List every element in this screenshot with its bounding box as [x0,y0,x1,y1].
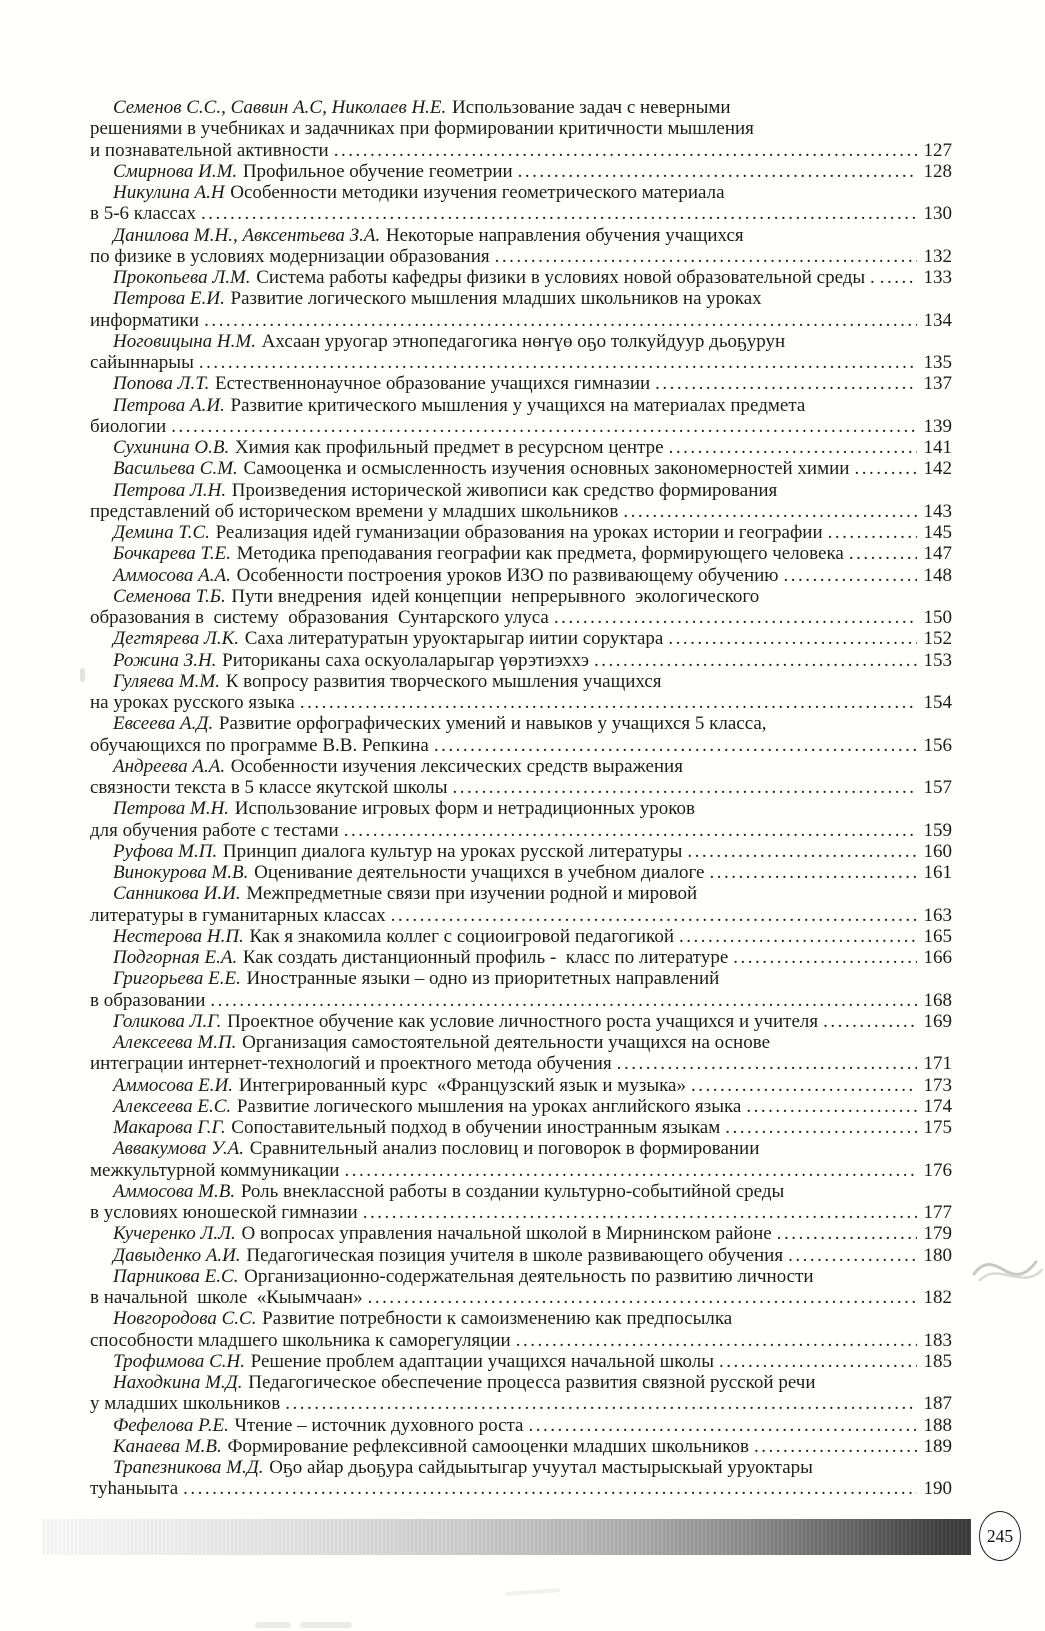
toc-entry-title-text: связности текста в 5 классе якутской школы [90,777,448,798]
toc-entry-author: Находкина М.Д. [113,1372,243,1393]
toc-entry-continuation [90,692,952,713]
toc-entry-author: Канаева М.В. [113,1435,222,1457]
toc-entry-title-text: Решение проблем адаптации учащихся начальной школы [250,1350,715,1372]
toc-entry-author: Петрова Л.Н. [113,479,227,501]
toc-entry [90,947,952,968]
toc-entry [90,1075,952,1096]
dot-leader [880,267,917,288]
toc-entry-title-text: обучающихся по программе В.В. Репкина [90,734,429,756]
toc-entry-title-text: у младших школьников [90,1393,281,1415]
toc-entry-title-text: в начальной школе «Кыымчаан» [90,1287,363,1308]
toc-entry-author: Алексеева Е.С. [113,1095,232,1117]
toc-entry-title-text: в образовании [90,989,206,1011]
toc-entry-title-text: информатики [90,309,200,331]
toc-entry-title-text: Принцип диалога культур на уроках русской литературы [222,840,683,862]
toc-entry [90,437,952,458]
toc-entry-page-number: 137 [923,373,952,395]
toc-entry-page-number: 147 [923,543,952,565]
dot-leader [516,1330,917,1351]
toc-entry-title-text: Ахсаан уруогар этнопедагогика нөҥүө оҕо толкуйдуур дьоҕурун [261,330,786,352]
toc-entry-title-text: в условиях юношеской гимназии [90,1202,358,1223]
toc-entry-title-text: способности младшего школьника к саморегуляции [90,1329,511,1351]
toc-entry-continuation [90,246,952,267]
toc-entry-page-number: 153 [923,649,952,671]
dot-leader [368,1287,917,1308]
toc-entry-title-text: Развитие потребности к самоизменению как предпосылка [262,1308,733,1330]
toc-entry-page-number: 189 [923,1435,952,1457]
toc-entry-title-text: литературы в гуманитарных классах [90,904,386,926]
toc-entry-title-text: Межпредметные связи при изучении родной и мировой [246,883,698,905]
toc-entry-page-number: 130 [923,203,952,225]
toc-entry-title-text: Использование игровых форм и нетрадиционных уроков [234,798,696,820]
toc-entry-page-number: 145 [923,522,952,543]
toc-entry-continuation [90,1478,952,1499]
toc-entry [90,1032,952,1053]
toc-entry [90,161,952,182]
toc-entry-continuation [90,1202,952,1223]
footer-gradient-bar [41,1519,971,1555]
toc-entry [90,565,952,586]
toc-entry-title-text: Чтение – источник духовного роста [234,1414,524,1436]
dot-leader [210,990,917,1011]
toc-entry-page-number: 190 [923,1478,952,1500]
dot-leader [784,565,917,586]
toc-entry-continuation [90,203,952,224]
dot-leader [391,905,917,926]
toc-entry-author: Винокурова М.В. [113,862,249,883]
toc-entry-author: Санникова И.И. [113,883,241,905]
toc-entry [90,862,952,883]
toc-entry-author: Аввакумова У.А. [113,1138,245,1160]
dot-leader [854,458,917,479]
toc-entry-page-number: 154 [923,692,952,713]
toc-entry-author: Аммосова Е.И. [113,1074,234,1096]
toc-entry-page-number: 150 [923,607,952,628]
dot-leader [344,820,917,841]
toc-entry-title-text: Система работы кафедры физики в условиях новой образовательной среды . [256,267,875,288]
toc-entry-continuation [90,990,952,1011]
dot-leader [452,777,917,798]
toc-entry-title-text: Естественнонаучное образование учащихся гимназии [215,373,651,395]
dot-leader [725,1117,917,1138]
toc-entry-page-number: 166 [923,947,952,968]
toc-entry-page-number: 169 [923,1010,952,1032]
dot-leader [183,1478,917,1499]
toc-entry-author: Васильева С.М. [113,458,238,480]
toc-entry-page-number: 165 [923,925,952,947]
dot-leader [363,1202,917,1223]
scan-smudge [505,1588,560,1596]
toc-entry-continuation [90,310,952,331]
dot-leader [171,416,917,437]
toc-entry [90,331,952,352]
dot-leader [669,437,917,458]
toc-entry-page-number: 185 [923,1350,952,1372]
toc-entry-page-number: 168 [923,989,952,1011]
dot-leader [594,650,917,671]
toc-entry-title-text: Педагогическое обеспечение процесса развития связной русской речи [248,1372,816,1393]
toc-entry-page-number: 183 [923,1329,952,1351]
toc-entry-title-text: биологии [90,415,167,437]
dot-leader [687,841,917,862]
toc-entry [90,1117,952,1138]
dot-leader [733,947,917,968]
toc-entry [90,1436,952,1457]
toc-entry-title-text: сайыннарыы [90,352,194,373]
toc-entry-title-text: Развитие критического мышления у учащихся на материалах предмета [230,394,806,416]
toc-entry [90,288,952,309]
toc-entry-author: Алексеева М.П. [113,1032,237,1053]
dot-leader [691,1075,917,1096]
toc-entry-title-text: Сопоставительный подход в обучении иностранным языкам [231,1117,721,1138]
toc-entry-title-text: представлений об историческом времени у младших школьников [90,500,619,522]
toc-entry-author: Аммосова М.В. [113,1180,236,1202]
toc-entry [90,1181,952,1202]
toc-entry-author: Смирнова И.М. [113,160,238,182]
toc-entry-continuation [90,352,952,373]
dot-leader [746,1096,917,1117]
toc-entry-title-text: Профильное обучение геометрии [242,160,513,182]
toc-entry-author: Андреева А.А. [113,755,226,777]
toc-entry-title-text: Особенности методики изучения геометрического материала [230,182,725,203]
toc-entry-page-number: 173 [923,1074,952,1096]
toc-entry [90,1011,952,1032]
toc-entry-title-text: Формирование рефлексивной самооценки младших школьников [227,1435,749,1457]
toc-entry [90,1266,952,1287]
toc-entry-title-text: Саха литературатын уруоктарыгар иитии соруктара [244,628,664,650]
toc-entry-page-number: 159 [923,819,952,841]
toc-entry-title-text: решениями в учебниках и задачниках при формировании критичности мышления [90,118,754,140]
toc-entry-title-text: Особенности изучения лексических средств выражения [230,755,683,777]
toc-entry [90,97,952,118]
toc-entry [90,1245,952,1266]
toc-entry-author: Григорьева Е.Е. [113,968,241,990]
dot-leader [788,1245,917,1266]
toc-entry-page-number: 163 [923,904,952,926]
toc-entry-author: Ноговицына Н.М. [113,330,256,352]
toc-entry-title-text: Организация самостоятельной деятельности учащихся на основе [242,1032,770,1053]
toc-entry-author: Дегтярева Л.К. [113,628,240,650]
dot-leader [754,1436,917,1457]
dot-leader [300,692,917,713]
toc-entry [90,1351,952,1372]
dot-leader [518,161,917,182]
toc-entry-page-number: 128 [923,160,952,182]
toc-entry-title-text: Как я знакомила коллег с социоигровой педагогикой [249,925,674,947]
toc-entry [90,395,952,416]
dot-leader [199,352,917,373]
toc-entry-page-number: 160 [923,840,952,862]
toc-entry-title-text: Произведения исторической живописи как средство формирования [231,479,778,501]
dot-leader [828,522,917,543]
toc-entry-author: Руфова М.П. [113,840,218,862]
toc-entry-title-text: Развитие логического мышления на уроках английского языка [236,1095,742,1117]
toc-entry-author: Трофимова С.Н. [113,1350,245,1372]
toc-entry-title-text: Педагогическая позиция учителя в школе развивающего обучения [246,1244,784,1266]
toc-entry-author: Новгородова С.С. [113,1308,257,1330]
toc-entry-page-number: 139 [923,415,952,437]
toc-entry-continuation [90,416,952,437]
toc-entry-continuation [90,777,952,798]
toc-entry-author: Семенов С.С., Саввин А.С, Николаев Н.Е. [113,97,447,118]
dot-leader [434,735,917,756]
toc-entry-continuation [90,1287,952,1308]
toc-entry [90,543,952,564]
dot-leader [334,140,917,161]
toc-entry [90,650,952,671]
toc-entry-continuation [90,1160,952,1181]
dot-leader [623,501,917,522]
toc-entry-page-number: 143 [923,500,952,522]
dot-leader [679,926,917,947]
toc-entry-author: Трапезникова М.Д. [113,1457,264,1478]
toc-entry-author: Евсеева А.Д. [113,713,214,735]
toc-entry [90,1457,952,1478]
toc-entry-page-number: 176 [923,1159,952,1181]
toc-entry [90,798,952,819]
toc-entry [90,182,952,203]
toc-entry-title-text: для обучения работе с тестами [90,819,339,841]
toc-entry-title-text: Некоторые направления обучения учащихся [385,224,744,246]
scan-smudge [300,1622,352,1628]
toc-entry-author: Петрова А.И. [113,394,225,416]
toc-entry-author: Никулина А.Н [113,182,225,203]
toc-entry-author: Сухинина О.В. [113,437,230,458]
toc-entry-page-number: 134 [923,309,952,331]
toc-entry-continuation [90,1393,952,1414]
toc-entry-title-text: Развитие орфографических умений и навыков у учащихся 5 класса, [218,713,767,735]
toc-entry-title-text: Иностранные языки – одно из приоритетных направлений [246,968,720,990]
toc-entry-page-number: 133 [923,267,952,288]
page-number: 245 [986,1525,1014,1546]
toc-entry-title-text: по физике в условиях модернизации образования [90,245,490,267]
toc-entry [90,1372,952,1393]
toc-entry-title-text: Проектное обучение как условие личностного роста учащихся и учителя [227,1010,819,1032]
scan-smudge [80,668,85,682]
toc-entry-page-number: 142 [923,458,952,480]
toc-entry-title-text: Как создать дистанционный профиль - класс по литературе [242,947,729,968]
dot-leader [285,1393,917,1414]
toc-entry-title-text: Организационно-содержательная деятельность по развитию личности [244,1265,814,1287]
toc-entry-page-number: 180 [923,1244,952,1266]
toc-entry-continuation [90,905,952,926]
toc-entry-author: Рожина З.Н. [113,649,217,671]
toc-entry-page-number: 141 [923,437,952,458]
toc-entry-page-number: 175 [923,1117,952,1138]
dot-leader [495,246,917,267]
toc-entry [90,1138,952,1159]
toc-list [90,97,952,1500]
toc-entry-title-text: Методика преподавания географии как предмета, формирующего человека [236,543,844,565]
dot-leader [849,543,917,564]
toc-entry-title-text: Реализация идей гуманизации образования на уроках истории и географии [215,522,823,543]
toc-entry-author: Прокопьева Л.М. [113,267,251,288]
toc-entry-author: Бочкарева Т.Е. [113,543,231,565]
toc-entry [90,1096,952,1117]
toc-entry-page-number: 188 [923,1414,952,1436]
toc-entry-title-text: Оҕо айар дьоҕура сайдыытыгар учуутал мастырыскыай уруоктары [269,1457,813,1478]
toc-entry-author: Данилова М.Н., Авксентьева З.А. [113,224,381,246]
toc-entry-continuation [90,735,952,756]
toc-entry-page-number: 157 [923,777,952,798]
toc-entry-page-number: 171 [923,1053,952,1075]
toc-entry-title-text: в 5-6 классах [90,203,196,225]
toc-entry [90,671,952,692]
toc-entry-page-number: 187 [923,1393,952,1415]
toc-entry-author: Фефелова Р.Е. [113,1414,229,1436]
toc-entry-author: Петрова Е.И. [113,288,225,310]
toc-entry [90,841,952,862]
toc-entry [90,586,952,607]
toc-entry-author: Парникова Е.С. [113,1265,239,1287]
toc-entry-page-number: 156 [923,734,952,756]
toc-entry-title-text: Интегрированный курс «Французский язык и музыка» [238,1074,686,1096]
toc-entry [90,883,952,904]
toc-entry-continuation [90,1330,952,1351]
toc-entry [90,1223,952,1244]
toc-entry [90,628,952,649]
toc-entry-page-number: 135 [923,352,952,373]
toc-entry-author: Давыденко А.И. [113,1244,241,1266]
pen-squiggle-mark [972,1252,1045,1286]
dot-leader [204,310,917,331]
dot-leader [617,1053,917,1074]
toc-entry-title-text: О вопросах управления начальной школой в Мирнинском районе [241,1223,772,1245]
toc-entry-title-text: на уроках русского языка [90,692,295,713]
toc-entry-author: Кучеренко Л.Л. [113,1223,236,1245]
toc-entry [90,713,952,734]
toc-entry-author: Семенова Т.Б. [113,585,226,607]
toc-entry [90,373,952,394]
toc-entry-continuation [90,1053,952,1074]
toc-entry-page-number: 132 [923,245,952,267]
toc-entry-title-text: Оценивание деятельности учащихся в учебном диалоге [254,862,705,883]
dot-leader [529,1415,918,1436]
toc-entry-continuation [90,118,952,139]
toc-entry-title-text: и познавательной активности [90,139,329,161]
toc-entry-title-text: Особенности построения уроков ИЗО по развивающему обучению [236,564,779,586]
toc-entry-page-number: 179 [923,1223,952,1245]
toc-entry-title-text: туһаныыта [90,1478,179,1500]
toc-entry-continuation [90,820,952,841]
toc-entry-title-text: К вопросу развития творческого мышления учащихся [225,670,662,692]
dot-leader [777,1223,917,1244]
toc-entry-title-text: Роль внеклассной работы в создании культурно-событийной среды [240,1180,785,1202]
toc-entry-title-text: Риториканы саха оскуолаларыгар үөрэтиэххэ [222,649,589,671]
dot-leader [668,628,917,649]
dot-leader [655,373,917,394]
toc-entry-author: Аммосова А.А. [113,564,231,586]
scan-smudge [255,1622,291,1628]
page-number-badge [979,1511,1021,1561]
toc-entry-continuation [90,607,952,628]
dot-leader [344,1160,917,1181]
toc-entry [90,267,952,288]
toc-entry [90,756,952,777]
toc-entry-page-number: 152 [923,628,952,650]
toc-entry-author: Демина Т.С. [113,522,210,543]
toc-entry-title-text: межкультурной коммуникации [90,1159,340,1181]
dot-leader [554,607,917,628]
toc-entry-continuation [90,501,952,522]
toc-entry [90,968,952,989]
toc-entry-title-text: Пути внедрения идей концепции непрерывного экологического [231,585,760,607]
toc-entry-page-number: 127 [923,139,952,161]
dot-leader [823,1011,917,1032]
toc-entry [90,480,952,501]
toc-entry-author: Гуляева М.М. [113,670,220,692]
toc-entry-title-text: образования в систему образования Сунтарского улуса [90,607,549,628]
toc-entry [90,225,952,246]
toc-entry-author: Нестерова Н.П. [113,925,244,947]
toc-entry-page-number: 148 [923,564,952,586]
toc-entry-title-text: Сравнительный анализ пословиц и поговорок в формировании [249,1138,760,1160]
dot-leader [719,1351,917,1372]
toc-entry-continuation [90,140,952,161]
toc-entry-page-number: 161 [923,862,952,883]
toc-entry-title-text: Химия как профильный предмет в ресурсном центре [234,437,664,458]
toc-entry [90,458,952,479]
toc-entry-page-number: 177 [923,1202,952,1223]
toc-entry [90,1308,952,1329]
toc-entry-author: Попова Л.Т. [113,373,210,395]
toc-entry-title-text: интеграции интернет-технологий и проектного метода обучения [90,1053,612,1075]
toc-entry-author: Голикова Л.Г. [113,1010,222,1032]
toc-entry [90,926,952,947]
toc-entry-title-text: Самооценка и осмысленность изучения основных закономерностей химии [243,458,850,480]
toc-entry [90,522,952,543]
dot-leader [709,862,917,883]
toc-entry-author: Подгорная Е.А. [113,947,238,968]
toc-entry-title-text: Развитие логического мышления младших школьников на уроках [230,288,762,310]
toc-entry-author: Петрова М.Н. [113,798,230,820]
dot-leader [201,203,917,224]
toc-entry-page-number: 182 [923,1287,952,1308]
toc-entry [90,1415,952,1436]
toc-entry-author: Макарова Г.Г. [113,1117,226,1138]
toc-entry-page-number: 174 [923,1095,952,1117]
toc-entry-title-text: Использование задач с неверными [451,97,731,118]
